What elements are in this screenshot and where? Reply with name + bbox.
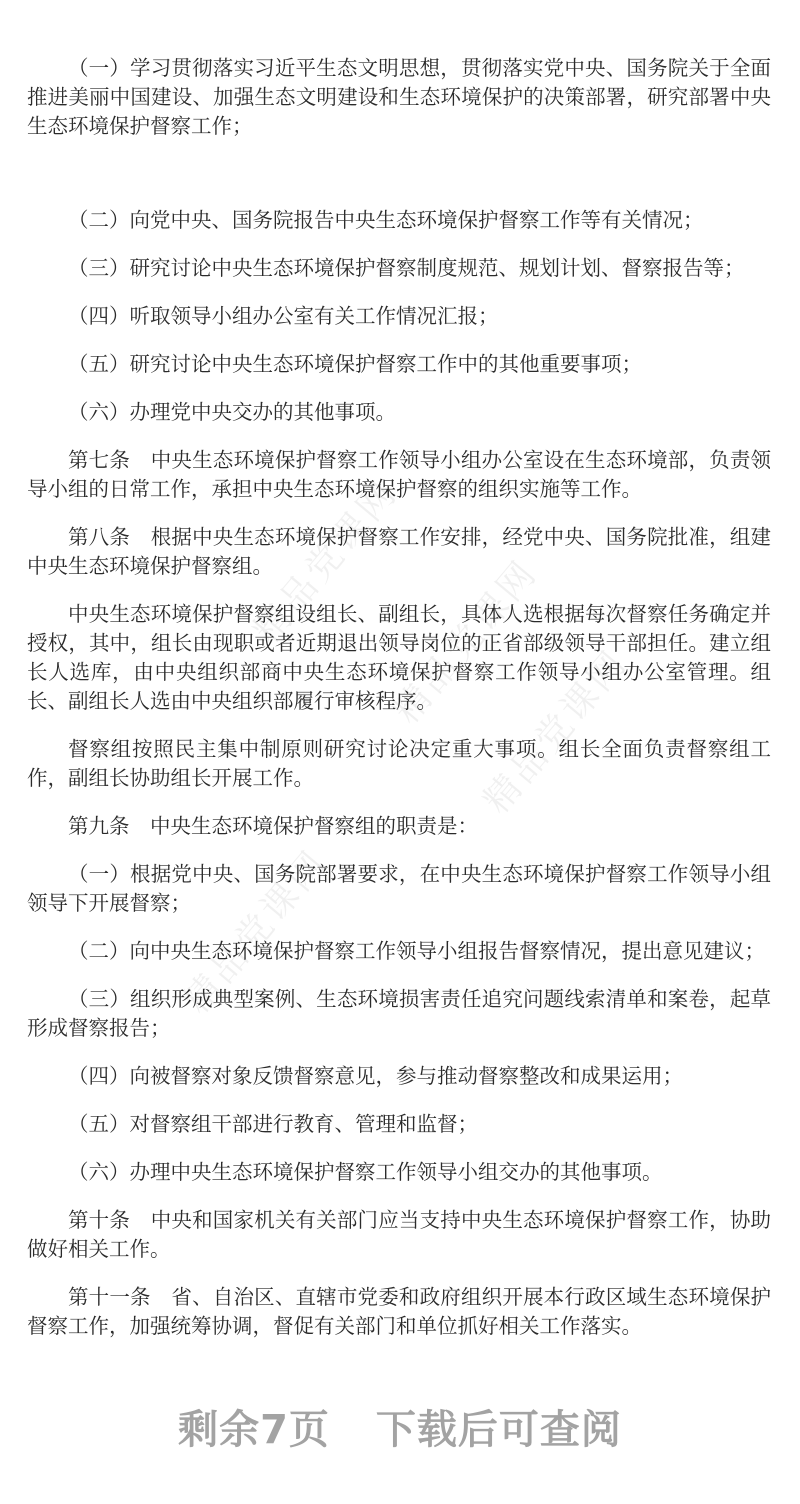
watermark: 精品党课网 — [246, 471, 407, 652]
watermark: 精品党课网 — [386, 551, 547, 732]
article-8: 第八条 根据中央生态环境保护督察工作安排，经党中央、国务院批准，组建中央生态环境保护督察组。 — [27, 524, 771, 578]
article-9-item-6: （六）办理中央生态环境保护督察工作领导小组交办的其他事项。 — [68, 1159, 663, 1184]
article-8-paragraph-2: 中央生态环境保护督察组设组长、副组长，具体人选根据每次督察任务确定并授权，其中，组长由现职或者近期退出领导岗位的正省部级领导干部担任。建立组长人选库，由中央组织部商中央生态环境保护督察工作领导小组办公室管理。组长、副组长人选由中央组织部履行审核程序。 — [27, 601, 771, 713]
article-11: 第十一条 省、自治区、直辖市党委和政府组织开展本行政区域生态环境保护督察工作，加强统筹协调，督促有关部门和单位抓好相关工作落实。 — [27, 1284, 771, 1338]
remaining-pages-label: 剩余7页 — [178, 1407, 330, 1453]
paragraph-leading-item-4: （四）听取领导小组办公室有关工作情况汇报； — [68, 303, 499, 328]
paragraph-leading-item-1: （一）学习贯彻落实习近平生态文明思想，贯彻落实党中央、国务院关于全面推进美丽中国建设、加强生态文明建设和生态环境保护的决策部署，研究部署中央生态环境保护督察工作； — [27, 55, 771, 138]
article-9-item-3: （三）组织形成典型案例、生态环境损害责任追究问题线索清单和案卷，起草形成督察报告； — [27, 986, 771, 1040]
article-7: 第七条 中央生态环境保护督察工作领导小组办公室设在生态环境部，负责领导小组的日常工作，承担中央生态环境保护督察的组织实施等工作。 — [27, 447, 771, 501]
article-9: 第九条 中央生态环境保护督察组的职责是： — [68, 813, 478, 838]
paragraph-leading-item-3: （三）研究讨论中央生态环境保护督察制度规范、规划计划、督察报告等； — [68, 255, 745, 280]
article-9-item-4: （四）向被督察对象反馈督察意见，参与推动督察整改和成果运用； — [68, 1063, 683, 1088]
paragraph-leading-item-2: （二）向党中央、国务院报告中央生态环境保护督察工作等有关情况； — [68, 207, 704, 232]
paragraph-leading-item-5: （五）研究讨论中央生态环境保护督察工作中的其他重要事项； — [68, 351, 642, 376]
remaining-pages-banner[interactable] — [0, 1398, 800, 1455]
article-10: 第十条 中央和国家机关有关部门应当支持中央生态环境保护督察工作，协助做好相关工作。 — [27, 1207, 771, 1261]
paragraph-leading-item-6: （六）办理党中央交办的其他事项。 — [68, 399, 396, 424]
article-9-item-1: （一）根据党中央、国务院部署要求，在中央生态环境保护督察工作领导小组领导下开展督察； — [27, 861, 771, 915]
article-9-item-5: （五）对督察组干部进行教育、管理和监督； — [68, 1111, 478, 1136]
download-to-view-label[interactable]: 下载后可查阅 — [375, 1407, 622, 1453]
watermark: 精品党课网 — [176, 841, 337, 1022]
watermark: 精品党课网 — [476, 641, 637, 822]
article-8-paragraph-3: 督察组按照民主集中制原则研究讨论决定重大事项。组长全面负责督察组工作，副组长协助组长开展工作。 — [27, 736, 771, 790]
article-9-item-2: （二）向中央生态环境保护督察工作领导小组报告督察情况，提出意见建议； — [68, 938, 765, 963]
